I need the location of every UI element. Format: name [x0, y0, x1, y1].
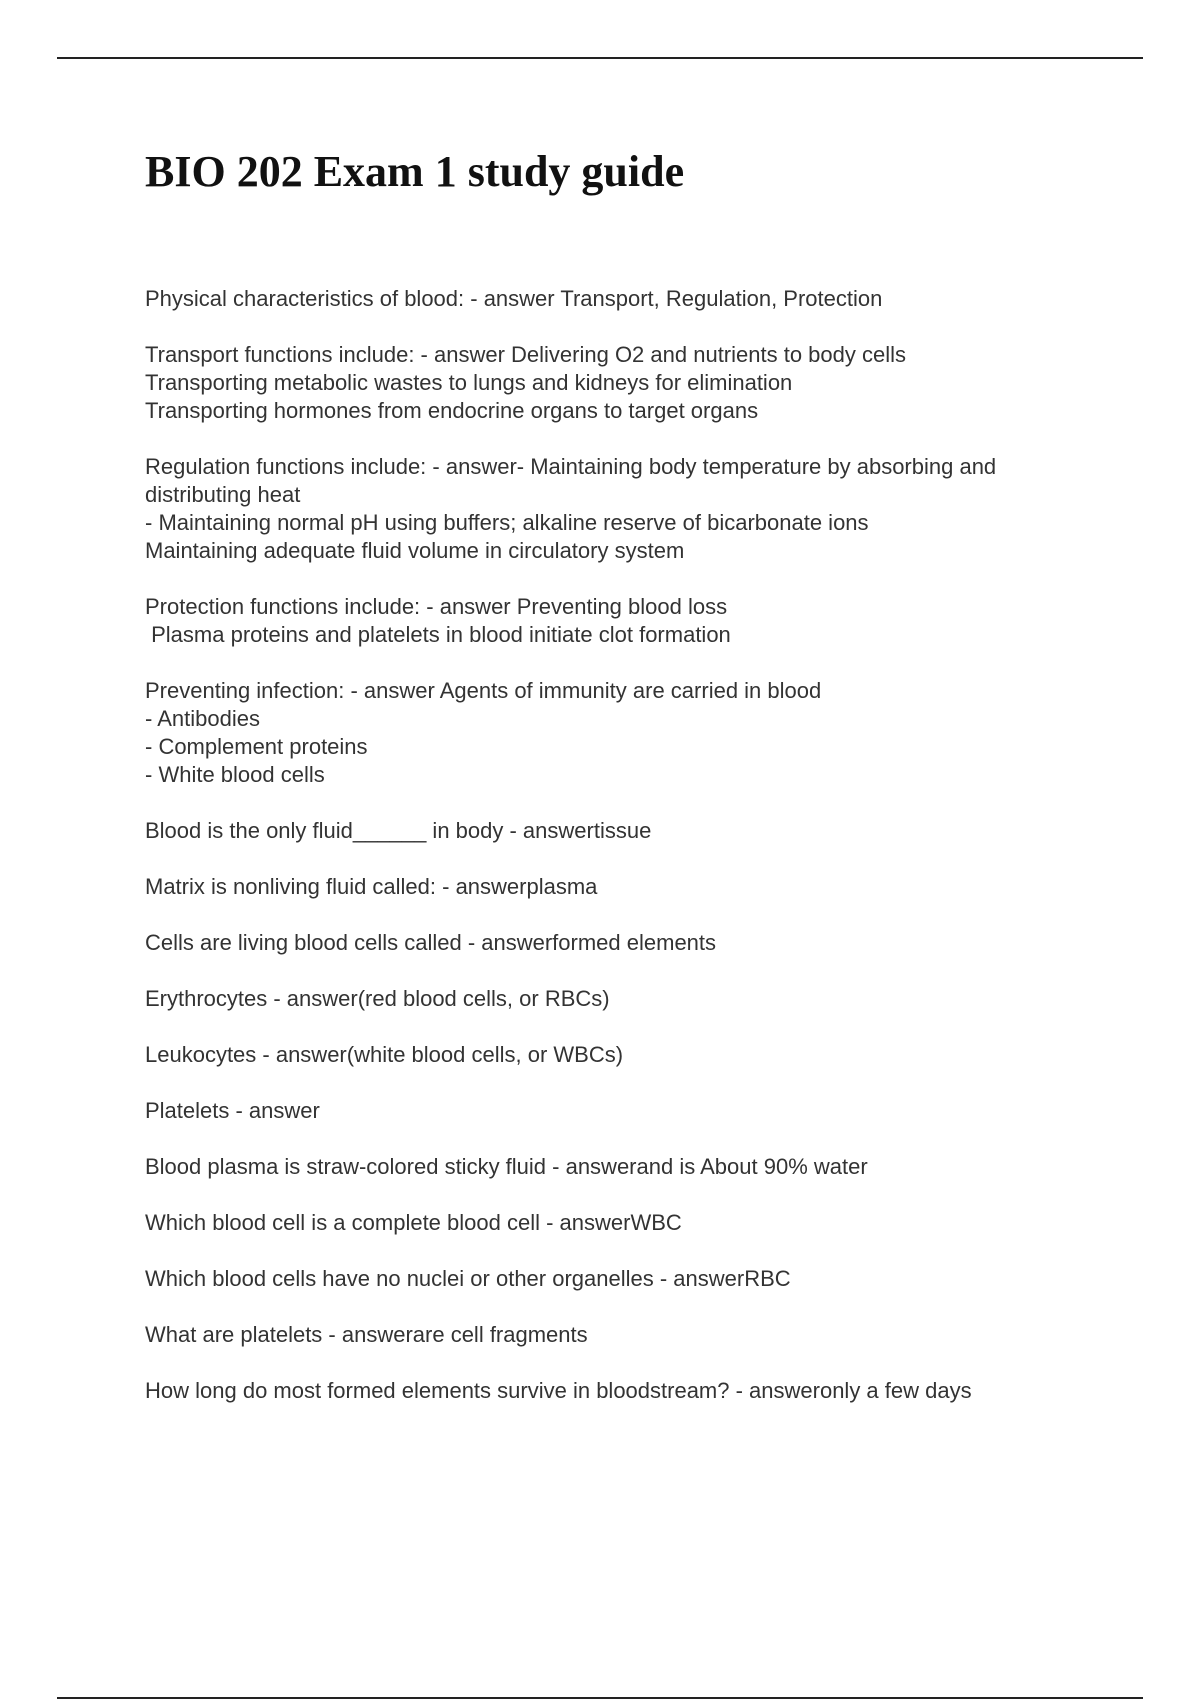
paragraph-line: Erythrocytes - answer(red blood cells, or RBCs) [145, 986, 610, 1011]
qa-paragraph [145, 677, 1085, 789]
paragraph-line: Which blood cell is a complete blood cell - answerWBC [145, 1210, 682, 1235]
qa-paragraph [145, 985, 1085, 1013]
paragraph-line: What are platelets - answerare cell fragments [145, 1322, 588, 1347]
paragraph-line: Regulation functions include: - answer- Maintaining body temperature by absorbing and distributing heat [145, 454, 1003, 507]
qa-paragraph [145, 593, 1085, 649]
qa-paragraph [145, 1321, 1085, 1349]
paragraph-line: Which blood cells have no nuclei or other organelles - answerRBC [145, 1266, 791, 1291]
qa-paragraph [145, 873, 1085, 901]
paragraph-line: Transporting metabolic wastes to lungs and kidneys for elimination [145, 370, 793, 395]
qa-paragraph [145, 1153, 1085, 1181]
qa-paragraph [145, 1041, 1085, 1069]
top-rule [57, 57, 1143, 59]
qa-paragraph [145, 1265, 1085, 1293]
paragraph-line: Platelets - answer [145, 1098, 320, 1123]
paragraph-line: - White blood cells [145, 762, 325, 787]
paragraph-line: How long do most formed elements survive in bloodstream? - answeronly a few days [145, 1378, 972, 1403]
page-title: BIO 202 Exam 1 study guide [145, 147, 685, 196]
qa-paragraph [145, 817, 1085, 845]
qa-paragraph [145, 1097, 1085, 1125]
document-body [145, 285, 1085, 1405]
paragraph-line: Maintaining adequate fluid volume in circulatory system [145, 538, 685, 563]
paragraph-line: - Antibodies [145, 706, 260, 731]
paragraph-line: Blood is the only fluid______ in body - answertissue [145, 818, 652, 843]
paragraph-line: Transporting hormones from endocrine organs to target organs [145, 398, 759, 423]
paragraph-line: Matrix is nonliving fluid called: - answerplasma [145, 874, 598, 899]
paragraph-line: - Maintaining normal pH using buffers; alkaline reserve of bicarbonate ions [145, 510, 869, 535]
qa-paragraph [145, 929, 1085, 957]
paragraph-line: Preventing infection: - answer Agents of immunity are carried in blood [145, 678, 822, 703]
qa-paragraph [145, 341, 1085, 425]
paragraph-line: Cells are living blood cells called - answerformed elements [145, 930, 717, 955]
qa-paragraph [145, 1377, 1085, 1405]
paragraph-line: - Complement proteins [145, 734, 368, 759]
paragraph-line: Blood plasma is straw-colored sticky fluid - answerand is About 90% water [145, 1154, 868, 1179]
qa-paragraph [145, 1209, 1085, 1237]
bottom-rule [57, 1697, 1143, 1699]
paragraph-line: Leukocytes - answer(white blood cells, or WBCs) [145, 1042, 624, 1067]
paragraph-line: Physical characteristics of blood: - answer Transport, Regulation, Protection [145, 286, 883, 311]
qa-paragraph [145, 285, 1085, 313]
paragraph-line: Transport functions include: - answer Delivering O2 and nutrients to body cells [145, 342, 907, 367]
qa-paragraph [145, 453, 1085, 565]
paragraph-line: Protection functions include: - answer Preventing blood loss [145, 594, 728, 619]
paragraph-line: Plasma proteins and platelets in blood initiate clot formation [145, 622, 731, 647]
